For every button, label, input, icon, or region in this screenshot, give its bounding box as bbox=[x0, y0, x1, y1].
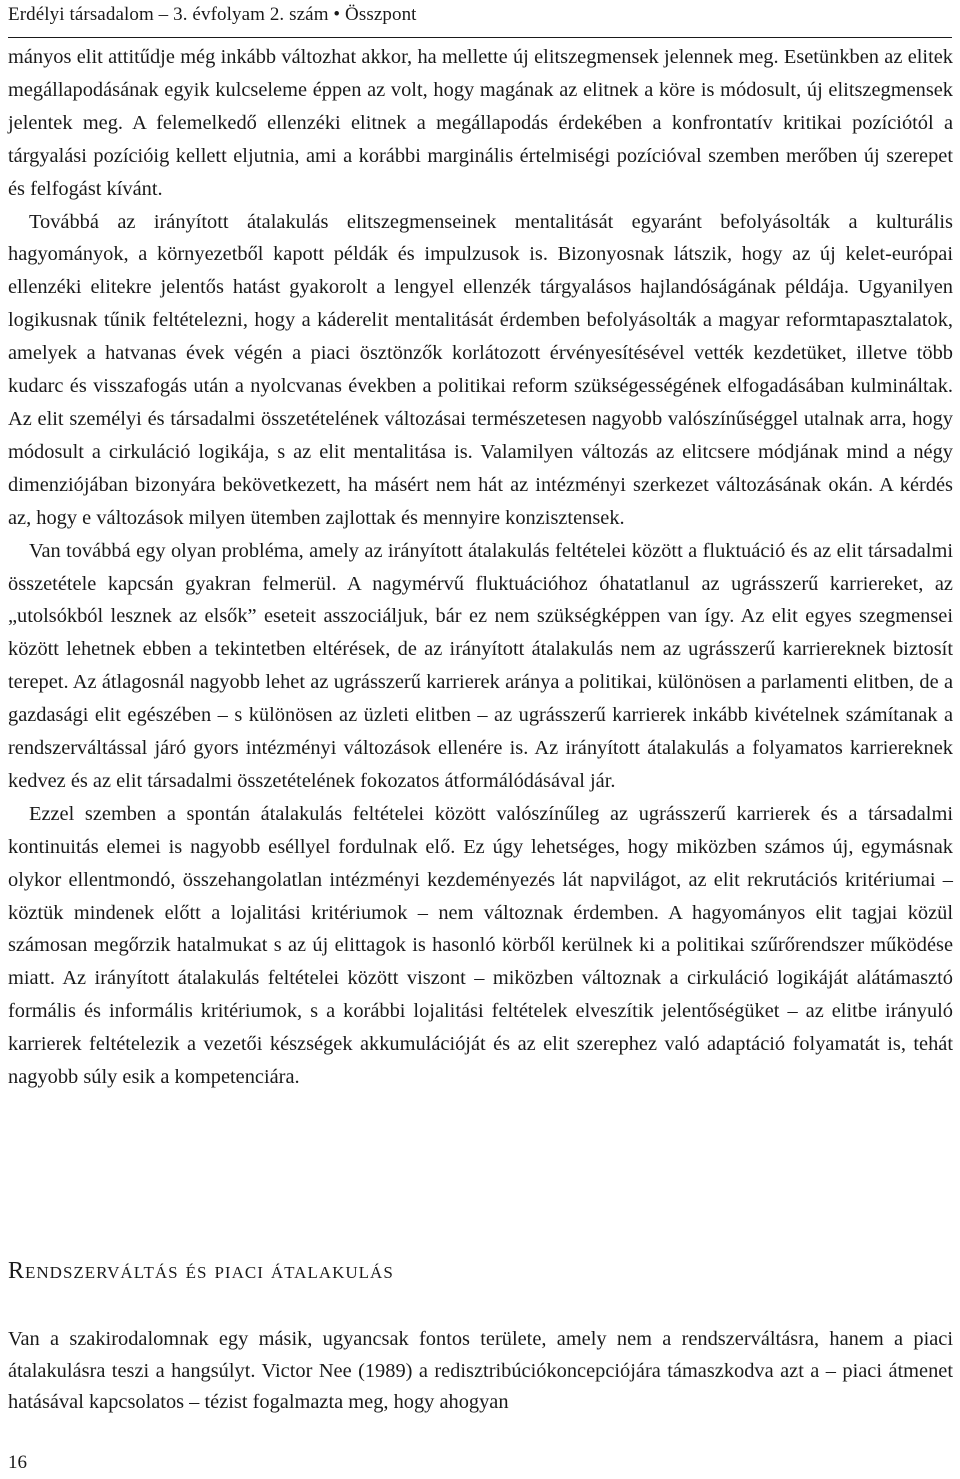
running-head: Erdélyi társadalom – 3. évfolyam 2. szám • Összpont bbox=[8, 4, 417, 25]
paragraph: Van a szakirodalomnak egy másik, ugyancsak fontos területe, amely nem a rendszerváltásra, hanem a piaci átalakulásra teszi a hangsúlyt. Victor Nee (1989) a redisztribúciókoncepciójára támaszkodva azt a – piaci átmenet hatásával kapcsolatos – tézist fogalmazta meg, hogy ahogyan bbox=[8, 1328, 953, 1413]
section-text bbox=[8, 1324, 953, 1419]
paragraph: Továbbá az irányított átalakulás elitszegmenseinek mentalitását egyaránt befolyásolták a kulturális hagyományok, a környezetből kapott példák és impulzusok is. Bizonyosnak látszik, hogy az új kelet-európai ellenzéki elitekre jelentős hatást gyakorolt a lengyel ellenzék tárgyalásos hajlandóságának példája. Ugyanilyen logikusnak tűnik feltételezni, hogy a káderelit mentalitását érdemben befolyásolták a magyar reformtapasztalatok, amelyek a hatvanas évek végén a piaci ösztönzők korlátozott érvényesítésével vették kezdetüket, illetve több kudarc és visszafogás után a nyolcvanas években a politikai reform szükségességének elfogadásában kulmináltak. Az elit személyi és társadalmi összetételének változásai természetesen nagyobb valószínűséggel utalnak arra, hogy módosult a cirkuláció logikája, s az elit mentalitása is. Valamilyen változás az elitcsere módjának mind a négy dimenziójában bizonyára bekövetkezett, ha másért nem hát az intézményi szerkezet változásának okán. A kérdés az, hogy e változások milyen ütemben zajlottak és mennyire konzisztensek. bbox=[8, 210, 953, 529]
section-heading: Rendszerváltás és piaci átalakulás bbox=[8, 1258, 394, 1284]
paragraph: Van továbbá egy olyan probléma, amely az irányított átalakulás feltételei között a fluktuáció és az elit társadalmi összetétele kapcsán gyakran felmerül. A nagymérvű fluktuációhoz óhatatlanul az ugrásszerű karriereket, az „utolsókból lesznek az elsők” eseteit asszociáljuk, bár ez nem szükségképpen van így. Az elit egyes szegmensei között lehetnek ebben a tekintetben eltérések, de az irányított átalakulás nem az ugrásszerű karriereknek biztosít terepet. Az átlagosnál nagyobb lehet az ugrásszerű karrierek aránya a politikai, különösen a parlamenti elitben, de a gazdasági elit egészében – s különösen az üzleti elitben – az ugrásszerű karrierek inkább kivételnek számítanak a rendszerváltással járó gyors intézményi változások ellenére is. Az irányított átalakulás a folyamatos karriereknek kedvez és az elit társadalmi összetételének fokozatos átformálódásával jár. bbox=[8, 539, 953, 792]
header-rule bbox=[8, 37, 952, 38]
page-number: 16 bbox=[8, 1452, 27, 1473]
paragraph: mányos elit attitűdje még inkább változhat akkor, ha mellette új elitszegmensek jelennek meg. Esetünkben az elitek megállapodásának egyik kulcseleme éppen az volt, hogy magának az elitnek a köre is módosult, új elitszegmensek jelentek meg. A felemelkedő ellenzéki elitnek a megállapodás érdekében a konfrontatív kritikai pozíciótól a tárgyalási pozícióig kellett eljutnia, ami a korábbi marginális értelmiségi pozícióval szemben merőben új szerepet és felfogást kívánt. bbox=[8, 46, 953, 200]
body-text bbox=[8, 41, 953, 1094]
paragraph: Ezzel szemben a spontán átalakulás feltételei között valószínűleg az ugrásszerű karrierek és a társadalmi kontinuitás elemei is nagyobb eséllyel fordulnak elő. Ez úgy lehetséges, hogy miközben számos új, egymásnak olykor ellentmondó, összehangolatlan intézményi kezdeményezés lát napvilágot, az elit rekrutációs kritériumai – köztük mindenek előtt a lojalitási kritériumok – nem változnak érdemben. A hagyományos elit tagjai közül számosan megőrzik hatalmukat s az új elittagok is hasonló körből kerülnek ki a politikai szűrőrendszer működése miatt. Az irányított átalakulás feltételei között viszont – miközben változnak a cirkuláció logikáját alátámasztó formális és informális kritériumok, s a korábbi lojalitási feltételek elveszítik jelentőségüket – az elitbe irányuló karrierek feltételezik a vezetői készségek akkumulációját és az elit szerephez való adaptáció folyamatát is, tehát nagyobb súly esik a kompetenciára. bbox=[8, 802, 953, 1089]
